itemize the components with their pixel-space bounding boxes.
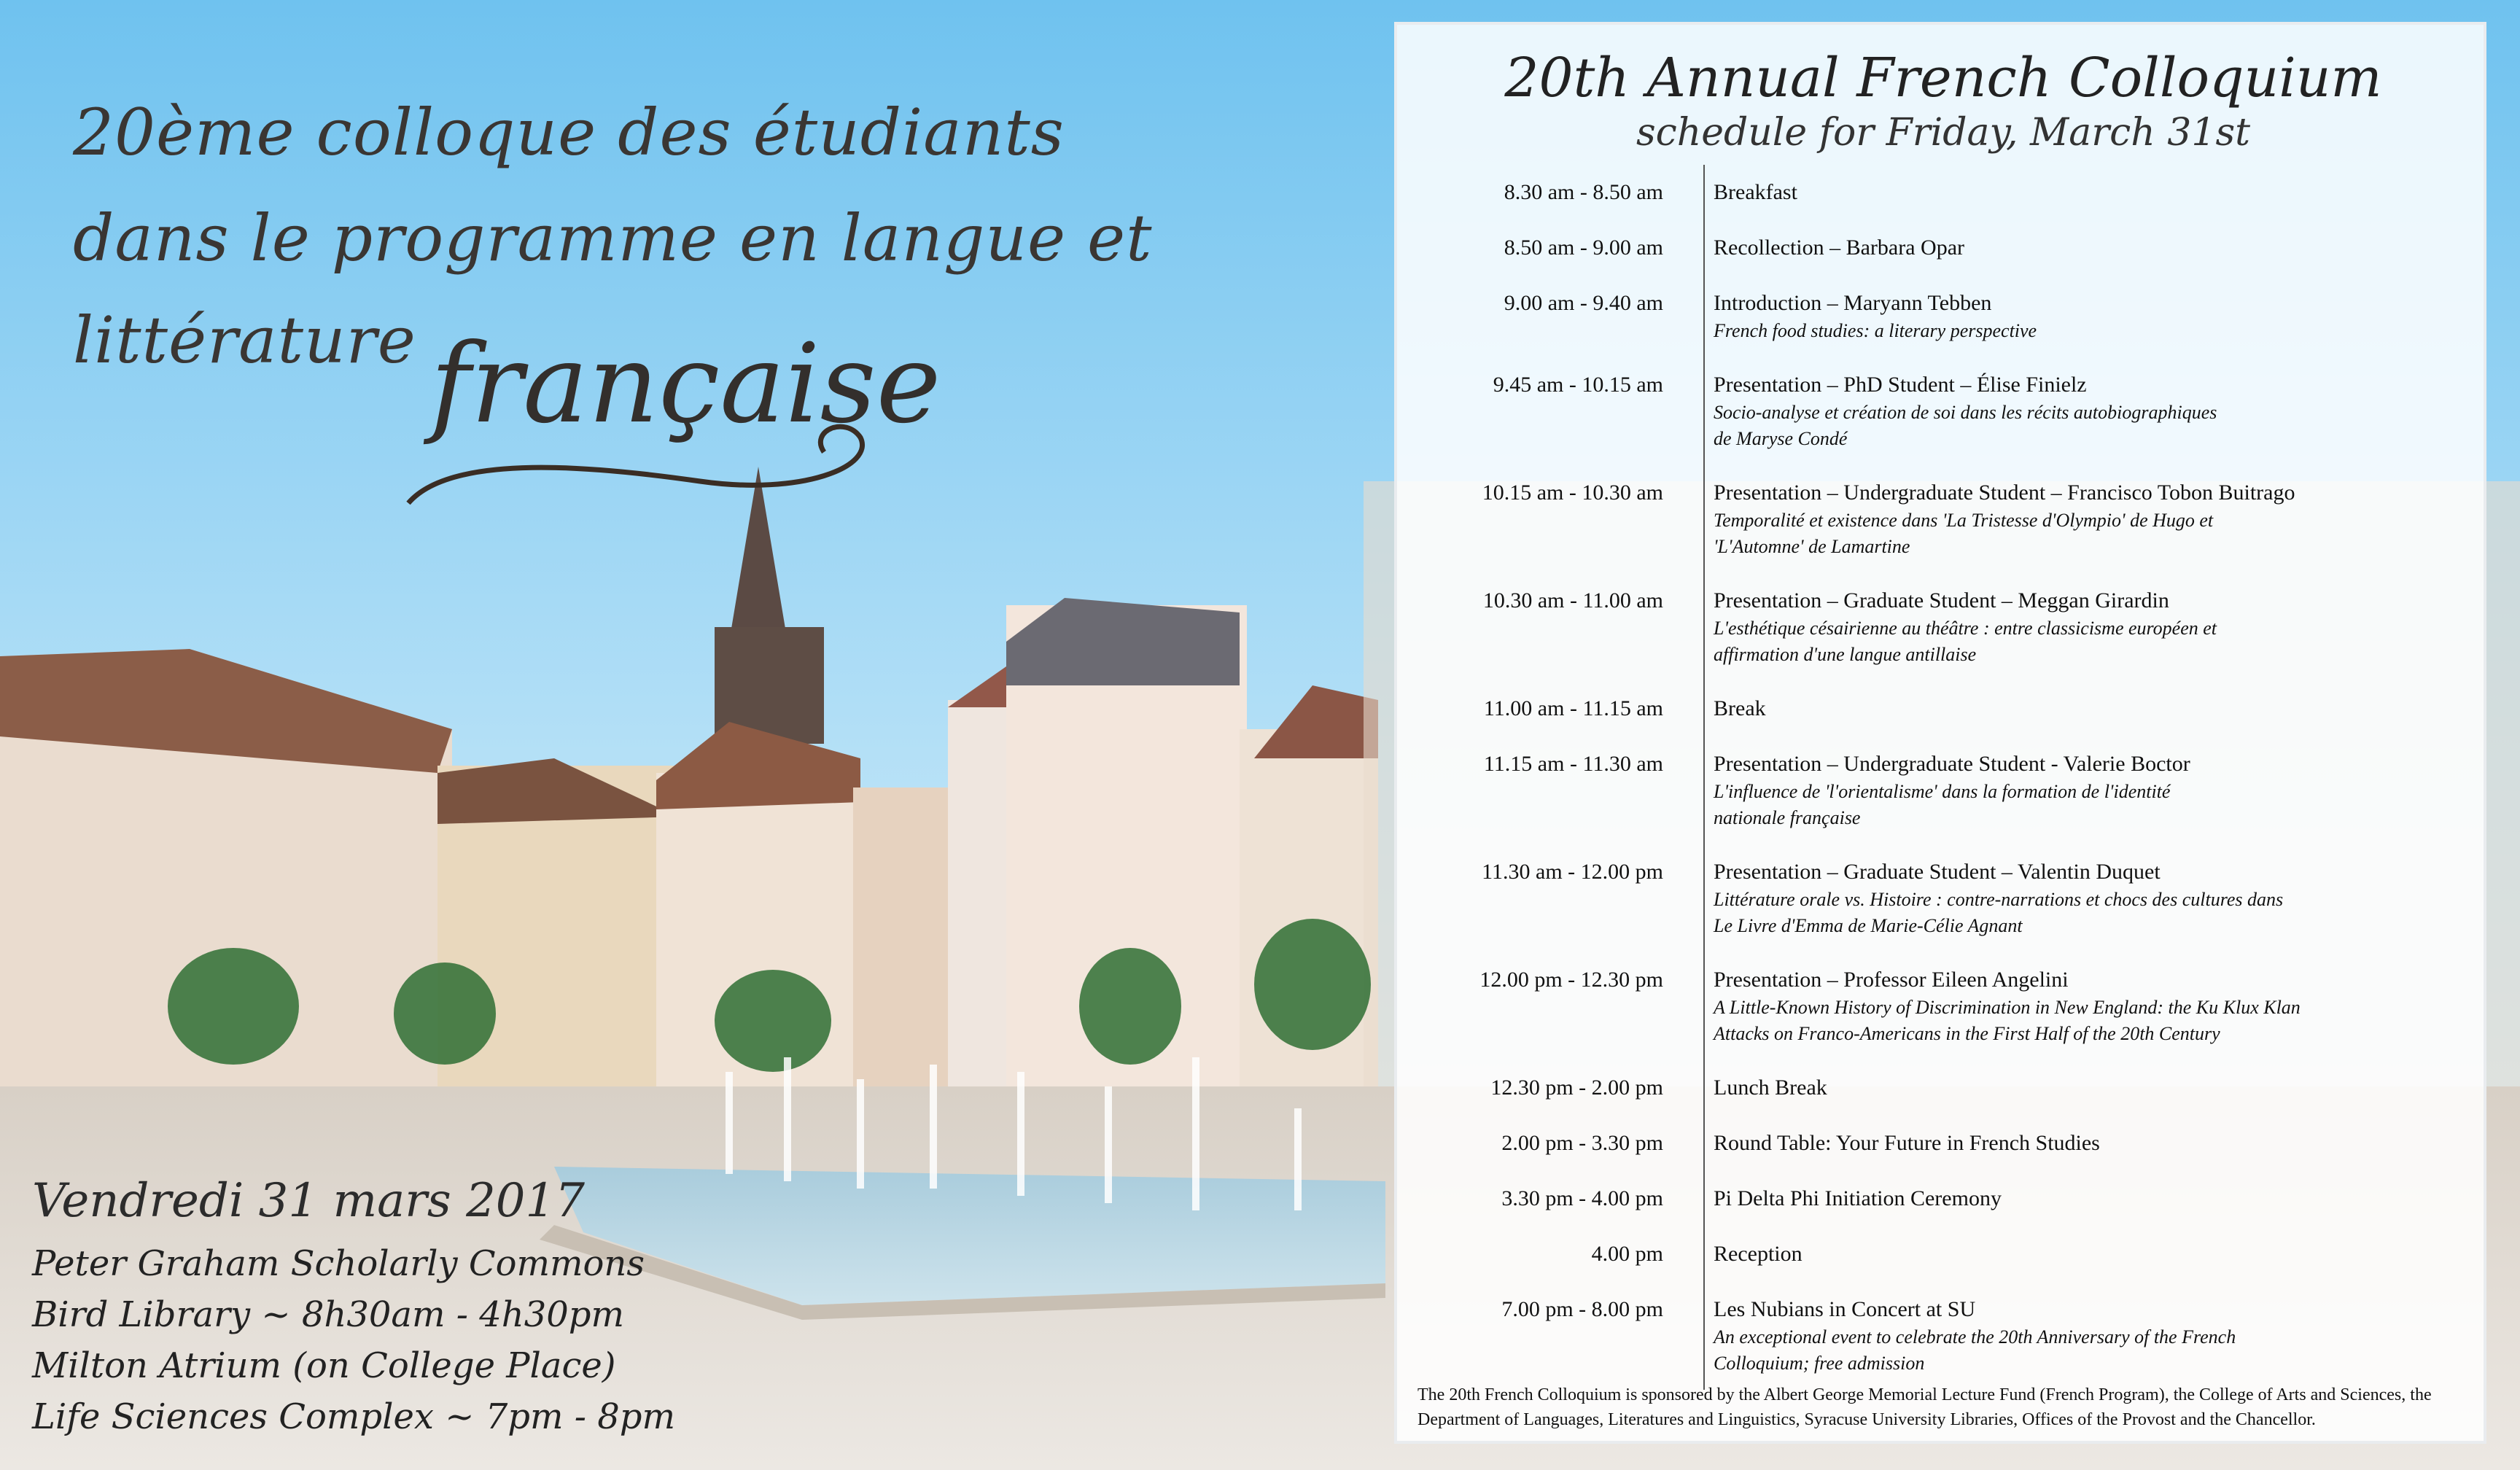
schedule-event — [1706, 478, 2472, 560]
schedule-divider — [1703, 736, 1705, 844]
schedule-event — [1706, 370, 2472, 452]
event-description: Temporalité et existence dans 'La Tristesse d'Olympio' de Hugo et — [1714, 510, 2214, 531]
title-emphasis: française — [430, 321, 941, 448]
event-description: L'influence de 'l'orientalisme' dans la formation de l'identité — [1714, 781, 2171, 802]
schedule-divider — [1703, 1282, 1705, 1390]
venue-line-1: Peter Graham Scholarly Commons — [32, 1243, 645, 1284]
schedule-time: 10.15 am - 10.30 am — [1482, 481, 1663, 505]
event-description: Le Livre d'Emma de Marie-Célie Agnant — [1714, 915, 2023, 936]
schedule-divider — [1703, 952, 1705, 1060]
schedule-row — [1397, 289, 2489, 344]
schedule-event — [1706, 586, 2472, 668]
event-title: Lunch Break — [1714, 1076, 1827, 1100]
schedule-divider — [1703, 844, 1705, 952]
event-description: A Little-Known History of Discrimination in New England: the Ku Klux Klan — [1714, 997, 2301, 1018]
schedule-divider — [1703, 1060, 1705, 1116]
event-title: Recollection – Barbara Opar — [1714, 236, 1965, 260]
schedule-divider — [1703, 357, 1705, 465]
schedule-row — [1397, 1240, 2489, 1269]
event-description: Colloquium; free admission — [1714, 1353, 1925, 1374]
title-line-3: littérature — [73, 303, 416, 378]
schedule-row — [1397, 1184, 2489, 1213]
schedule-time: 10.30 am - 11.00 am — [1482, 588, 1663, 612]
schedule-time: 8.50 am - 9.00 am — [1504, 236, 1663, 260]
schedule-time: 2.00 pm - 3.30 pm — [1501, 1131, 1663, 1155]
event-description: An exceptional event to celebrate the 20th Anniversary of the French — [1714, 1326, 2236, 1348]
schedule-row — [1397, 370, 2489, 452]
schedule-event — [1706, 858, 2472, 939]
schedule-event — [1706, 694, 2472, 723]
schedule-event — [1706, 1184, 2472, 1213]
schedule-event — [1706, 965, 2472, 1047]
schedule-time: 9.45 am - 10.15 am — [1493, 373, 1663, 397]
event-title: Presentation – Undergraduate Student - Valerie Boctor — [1714, 752, 2190, 776]
schedule-event — [1706, 1073, 2472, 1102]
schedule-event — [1706, 750, 2472, 831]
event-title: Pi Delta Phi Initiation Ceremony — [1714, 1186, 2002, 1210]
event-title: Break — [1714, 696, 1766, 720]
schedule-subtitle: schedule for Friday, March 31st — [1636, 111, 2251, 155]
event-title: Presentation – Undergraduate Student – Francisco Tobon Buitrago — [1714, 481, 2295, 505]
event-description: Socio-analyse et création de soi dans les récits autobiographiques — [1714, 402, 2217, 423]
title-line-2: dans le programme en langue et — [73, 201, 1153, 276]
schedule-row — [1397, 694, 2489, 723]
schedule-row — [1397, 233, 2489, 262]
schedule-divider — [1703, 1116, 1705, 1171]
event-description: L'esthétique césairienne au théâtre : entre classicisme européen et — [1714, 618, 2217, 639]
schedule-divider — [1703, 573, 1705, 681]
event-title: Introduction – Maryann Tebben — [1714, 291, 1992, 315]
event-title: Les Nubians in Concert at SU — [1714, 1297, 1976, 1321]
venue-line-4: Life Sciences Complex ~ 7pm - 8pm — [32, 1396, 675, 1437]
venue-line-2: Bird Library ~ 8h30am - 4h30pm — [32, 1294, 625, 1335]
schedule-time: 12.00 pm - 12.30 pm — [1479, 968, 1663, 992]
event-title: Presentation – PhD Student – Élise Finielz — [1714, 373, 2087, 397]
event-description: French food studies: a literary perspective — [1714, 320, 2037, 341]
schedule-divider — [1703, 465, 1705, 573]
schedule-divider — [1703, 165, 1705, 220]
schedule-event — [1706, 1129, 2472, 1158]
schedule-row — [1397, 178, 2489, 207]
schedule-time: 8.30 am - 8.50 am — [1504, 180, 1663, 204]
event-title: Breakfast — [1714, 180, 1797, 204]
schedule-row — [1397, 750, 2489, 831]
event-description: Littérature orale vs. Histoire : contre-narrations et chocs des cultures dans — [1714, 889, 2284, 910]
venue-line-3: Milton Atrium (on College Place) — [32, 1345, 616, 1386]
event-title: Presentation – Professor Eileen Angelini — [1714, 968, 2069, 992]
schedule-divider — [1703, 220, 1705, 276]
event-description: nationale française — [1714, 807, 1861, 828]
schedule-time: 9.00 am - 9.40 am — [1504, 291, 1663, 315]
schedule-divider — [1703, 276, 1705, 357]
schedule-row — [1397, 858, 2489, 939]
schedule-panel — [1394, 22, 2486, 1444]
schedule-title: 20th Annual French Colloquium — [1504, 47, 2382, 109]
schedule-event — [1706, 1240, 2472, 1269]
sponsor-note: The 20th French Colloquium is sponsored by the Albert George Memorial Lecture Fund (French Program), the College of Arts and Sciences, the Department of Languages, Literatures and Linguistics, Syracuse University Libraries, Offices of the Provost and the Chancellor. — [1418, 1385, 2432, 1429]
schedule-divider — [1703, 681, 1705, 736]
schedule-event — [1706, 289, 2472, 344]
schedule-event — [1706, 233, 2472, 262]
event-description: de Maryse Condé — [1714, 428, 1848, 449]
event-title: Presentation – Graduate Student – Meggan Girardin — [1714, 588, 2169, 612]
schedule-event — [1706, 178, 2472, 207]
schedule-row — [1397, 1129, 2489, 1158]
schedule-row — [1397, 1295, 2489, 1377]
schedule-divider — [1703, 1226, 1705, 1282]
event-title: Reception — [1714, 1242, 1802, 1266]
schedule-row — [1397, 965, 2489, 1047]
event-description: Attacks on Franco-Americans in the First Half of the 20th Century — [1714, 1023, 2220, 1044]
event-description: 'L'Automne' de Lamartine — [1714, 536, 1910, 557]
schedule-time: 11.15 am - 11.30 am — [1483, 752, 1663, 776]
schedule-row — [1397, 586, 2489, 668]
schedule-row — [1397, 1073, 2489, 1102]
event-date: Vendredi 31 mars 2017 — [32, 1174, 585, 1228]
schedule-time: 11.30 am - 12.00 pm — [1482, 860, 1663, 884]
schedule-time: 4.00 pm — [1591, 1242, 1663, 1266]
event-title: Round Table: Your Future in French Studies — [1714, 1131, 2100, 1155]
title-line-1: 20ème colloque des étudiants — [73, 95, 1065, 170]
schedule-time: 12.30 pm - 2.00 pm — [1490, 1076, 1663, 1100]
schedule-time: 7.00 pm - 8.00 pm — [1501, 1297, 1663, 1321]
schedule-time: 11.00 am - 11.15 am — [1483, 696, 1663, 720]
event-description: affirmation d'une langue antillaise — [1714, 644, 1977, 665]
schedule-row — [1397, 478, 2489, 560]
schedule-time: 3.30 pm - 4.00 pm — [1501, 1186, 1663, 1210]
schedule-divider — [1703, 1171, 1705, 1226]
event-title: Presentation – Graduate Student – Valentin Duquet — [1714, 860, 2161, 884]
schedule-event — [1706, 1295, 2472, 1377]
